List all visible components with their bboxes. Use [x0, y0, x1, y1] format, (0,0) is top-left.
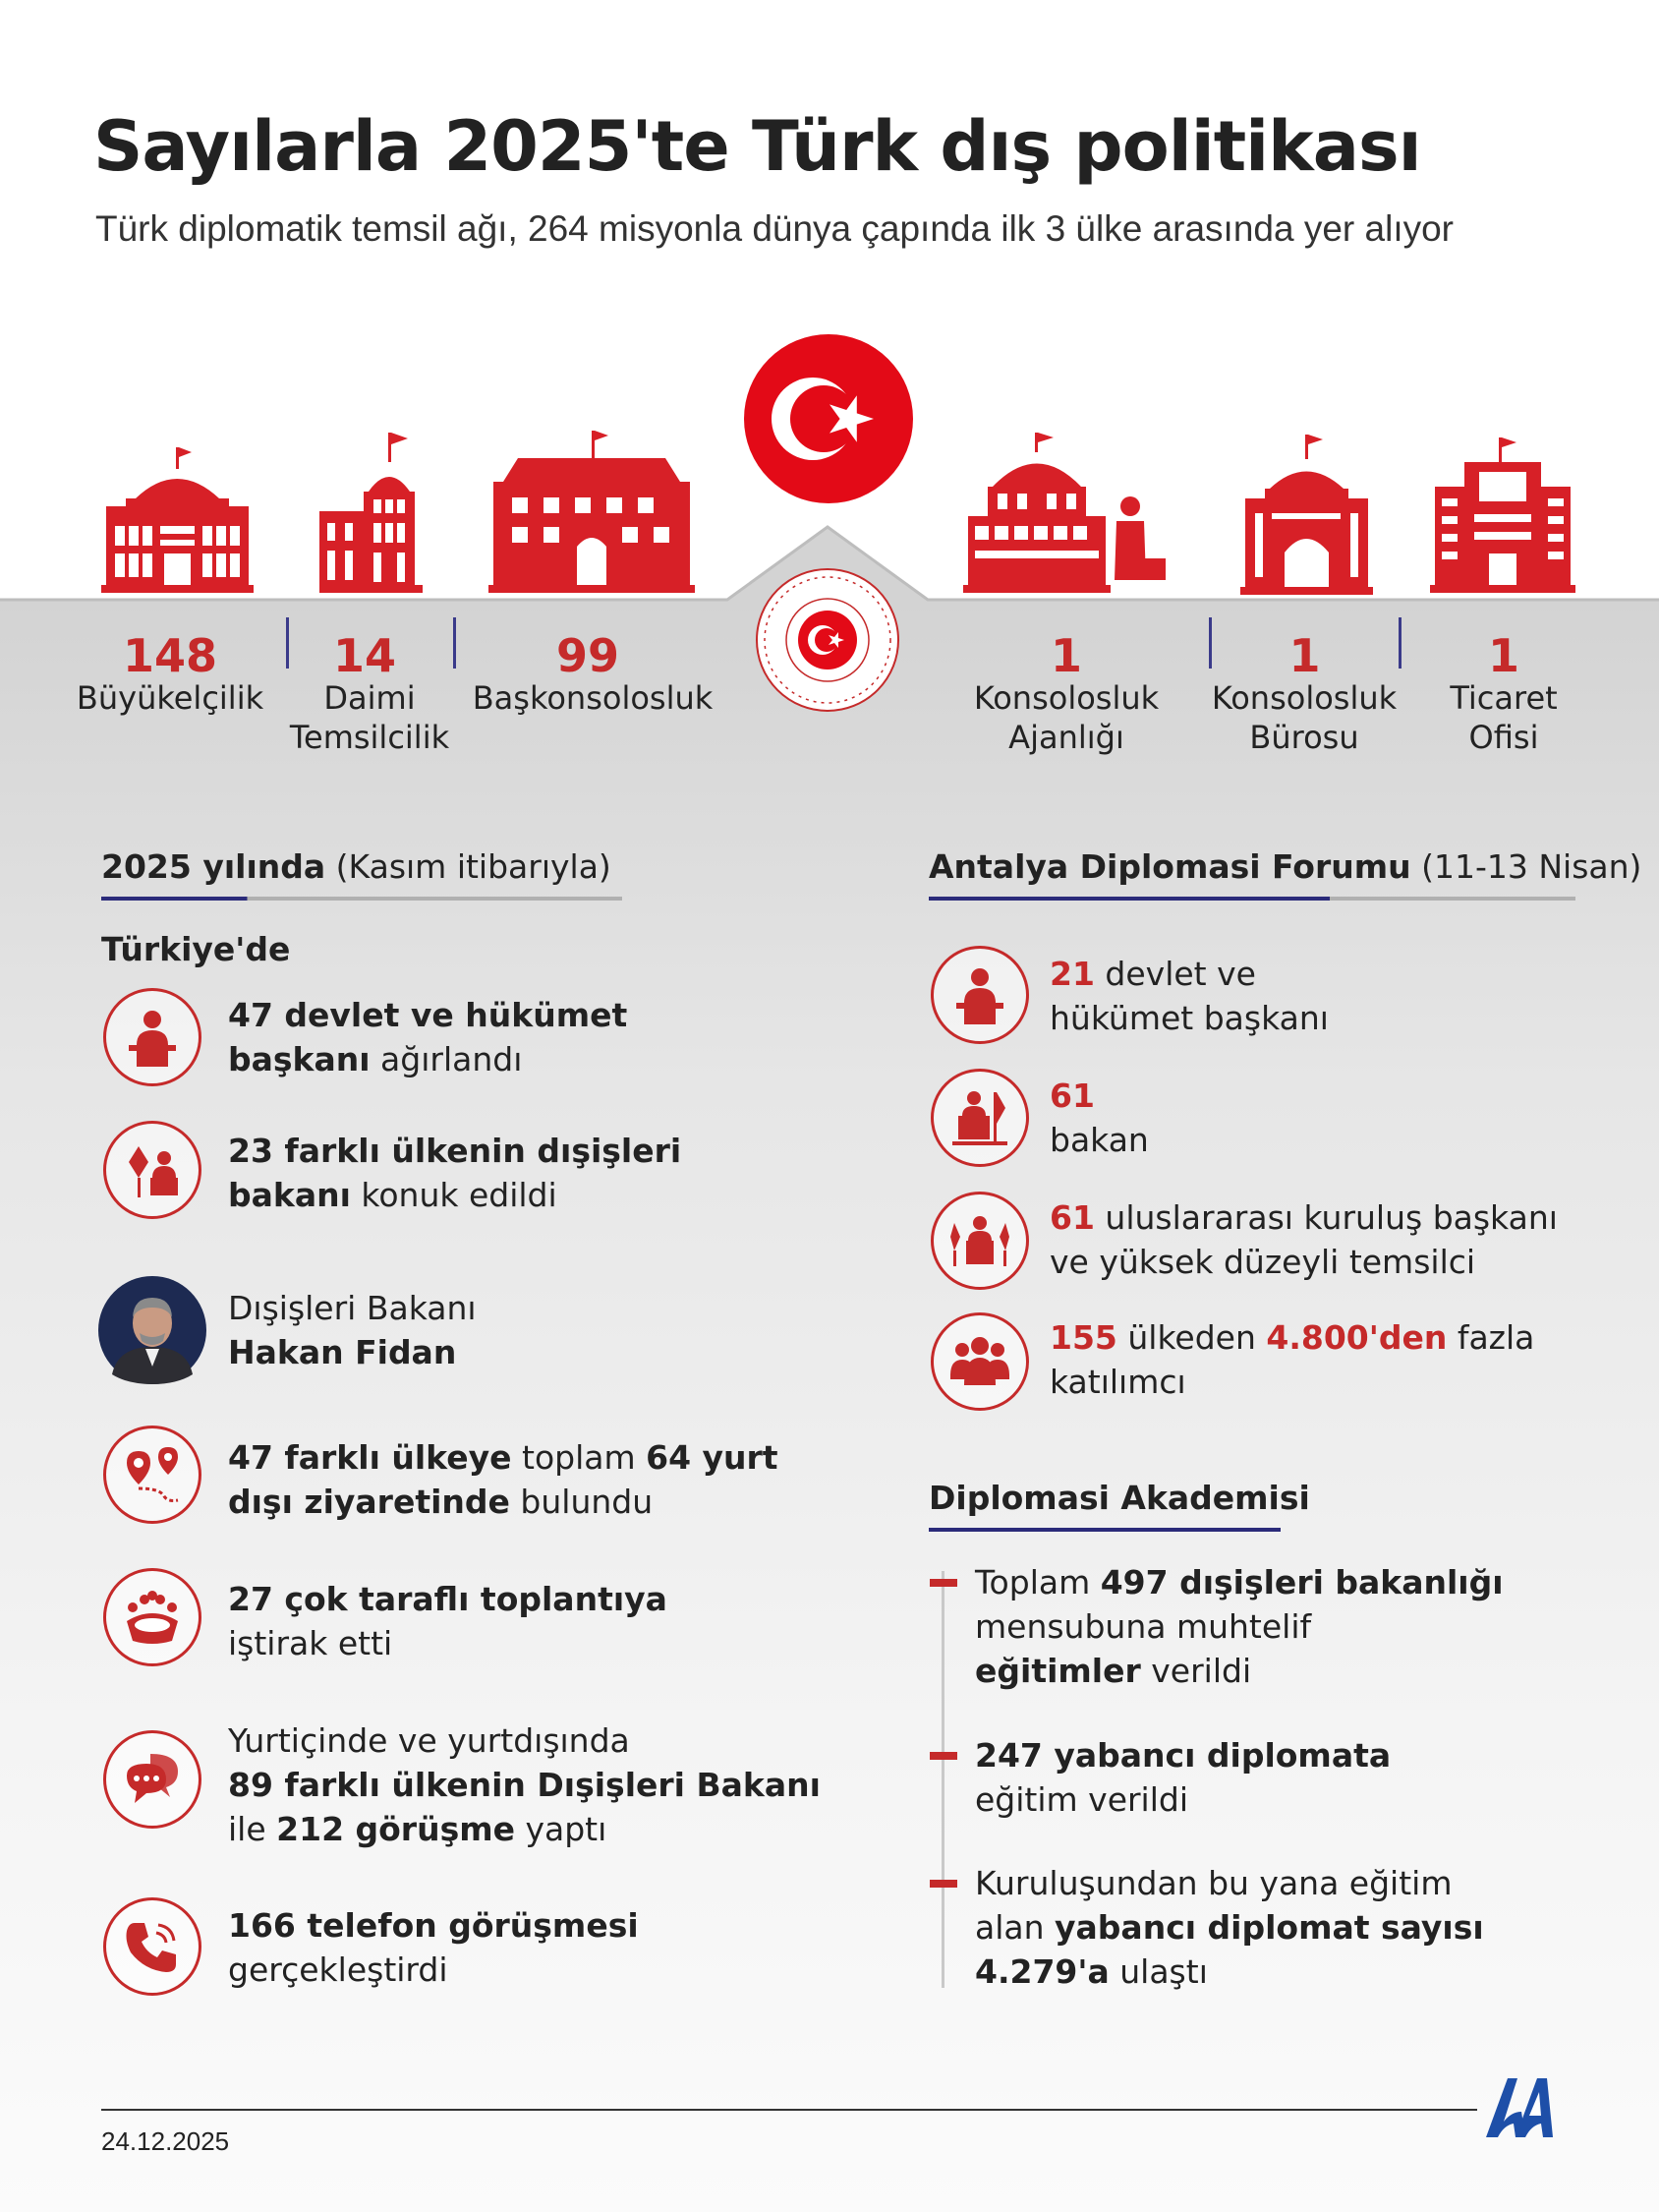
academy-item-trainings: Toplam 497 dışişleri bakanlığı mensubuna muhtelif eğitimler verildi	[975, 1563, 1504, 1690]
left-item-foreign-ministers: 23 farklı ülkenin dışişleri bakanı konuk edildi	[228, 1132, 682, 1214]
trade-office-building-icon	[1430, 437, 1575, 595]
divider	[1209, 617, 1212, 669]
international-org-icon	[931, 1192, 1029, 1290]
turkish-flag-icon	[742, 332, 915, 505]
mission-count: 14	[332, 629, 396, 682]
left-item-bilateral-talks: Yurtiçinde ve yurtdışında 89 farklı ülkenin Dışişleri Bakanı ile 212 görüşme yaptı	[228, 1721, 821, 1848]
academy-timeline	[942, 1571, 944, 1988]
divider	[453, 617, 456, 669]
minister-info: Dışişleri Bakanı Hakan Fidan	[228, 1289, 477, 1371]
minister-avatar	[98, 1276, 206, 1384]
mission-count: 1	[1050, 629, 1082, 682]
forum-item-heads-of-state: 21 devlet ve hükümet başkanı	[1050, 955, 1329, 1037]
sub-heading-turkiye: Türkiye'de	[101, 930, 291, 968]
left-item-phone-calls: 166 telefon görüşmesi gerçekleştirdi	[228, 1906, 639, 1989]
mission-label: Ticaret Ofisi	[1450, 679, 1558, 756]
left-item-multilateral: 27 çok taraflı toplantıya iştirak etti	[228, 1580, 667, 1662]
academy-item-total-diplomats: Kuruluşundan bu yana eğitim alan yabancı diplomat sayısı 4.279'a ulaştı	[975, 1864, 1484, 1991]
forum-item-organizations: 61 uluslararası kuruluş başkanı ve yüksek düzeyli temsilci	[1050, 1198, 1558, 1281]
embassy-building-icon	[101, 447, 254, 595]
mission-label: Daimi Temsilcilik	[289, 679, 450, 756]
phone-icon	[103, 1897, 201, 1996]
heading-underline	[929, 1528, 1281, 1532]
head-of-state-icon	[103, 988, 201, 1086]
mission-label: Konsolosluk Ajanlığı	[973, 679, 1160, 756]
page-subtitle: Türk diplomatik temsil ağı, 264 misyonla dünya çapında ilk 3 ülke arasında yer alıyor	[95, 208, 1455, 249]
mission-label: Konsolosluk Bürosu	[1211, 679, 1398, 756]
consular-office-building-icon	[1240, 435, 1373, 595]
left-item-visits: 47 farklı ülkeye toplam 64 yurt dışı ziyaretinde bulundu	[228, 1438, 778, 1521]
timeline-marker	[930, 1880, 957, 1888]
section-heading-academy: Diplomasi Akademisi	[929, 1479, 1310, 1517]
mission-label: Başkonsolosluk	[472, 679, 714, 717]
chat-bubbles-icon	[103, 1730, 201, 1829]
timeline-marker	[930, 1752, 957, 1760]
section-heading-2025: 2025 yılında (Kasım itibarıyla)	[101, 847, 611, 886]
timeline-marker	[930, 1579, 957, 1587]
consular-agency-building-icon	[963, 433, 1170, 595]
ministry-seal-icon	[754, 566, 901, 714]
participants-group-icon	[931, 1312, 1029, 1411]
mission-count: 1	[1288, 629, 1321, 682]
heading-underline	[929, 897, 1575, 901]
head-of-state-icon	[931, 946, 1029, 1044]
mission-count: 99	[555, 629, 619, 682]
permanent-mission-building-icon	[319, 433, 423, 595]
left-item-heads-of-state: 47 devlet ve hükümet başkanı ağırlandı	[228, 996, 628, 1078]
multilateral-meeting-icon	[103, 1568, 201, 1666]
divider	[286, 617, 289, 669]
agency-logo	[1482, 2072, 1557, 2141]
speaker-podium-icon	[931, 1069, 1029, 1167]
divider	[1399, 617, 1402, 669]
forum-item-ministers: 61 bakan	[1050, 1077, 1149, 1159]
mission-count: 148	[122, 629, 218, 682]
footer-divider	[101, 2109, 1477, 2111]
section-heading-forum: Antalya Diplomasi Forumu (11-13 Nisan)	[929, 847, 1642, 886]
travel-route-icon	[103, 1426, 201, 1524]
page-title: Sayılarla 2025'te Türk dış politikası	[93, 106, 1421, 187]
mission-count: 1	[1487, 629, 1519, 682]
publish-date: 24.12.2025	[101, 2126, 230, 2156]
mission-label: Büyükelçilik	[76, 679, 264, 717]
heading-underline	[101, 897, 622, 901]
foreign-minister-icon	[103, 1121, 201, 1219]
consulate-general-building-icon	[488, 431, 695, 595]
academy-item-foreign-diplomats: 247 yabancı diplomata eğitim verildi	[975, 1736, 1392, 1819]
forum-item-participants: 155 ülkeden 4.800'den fazla katılımcı	[1050, 1318, 1535, 1401]
